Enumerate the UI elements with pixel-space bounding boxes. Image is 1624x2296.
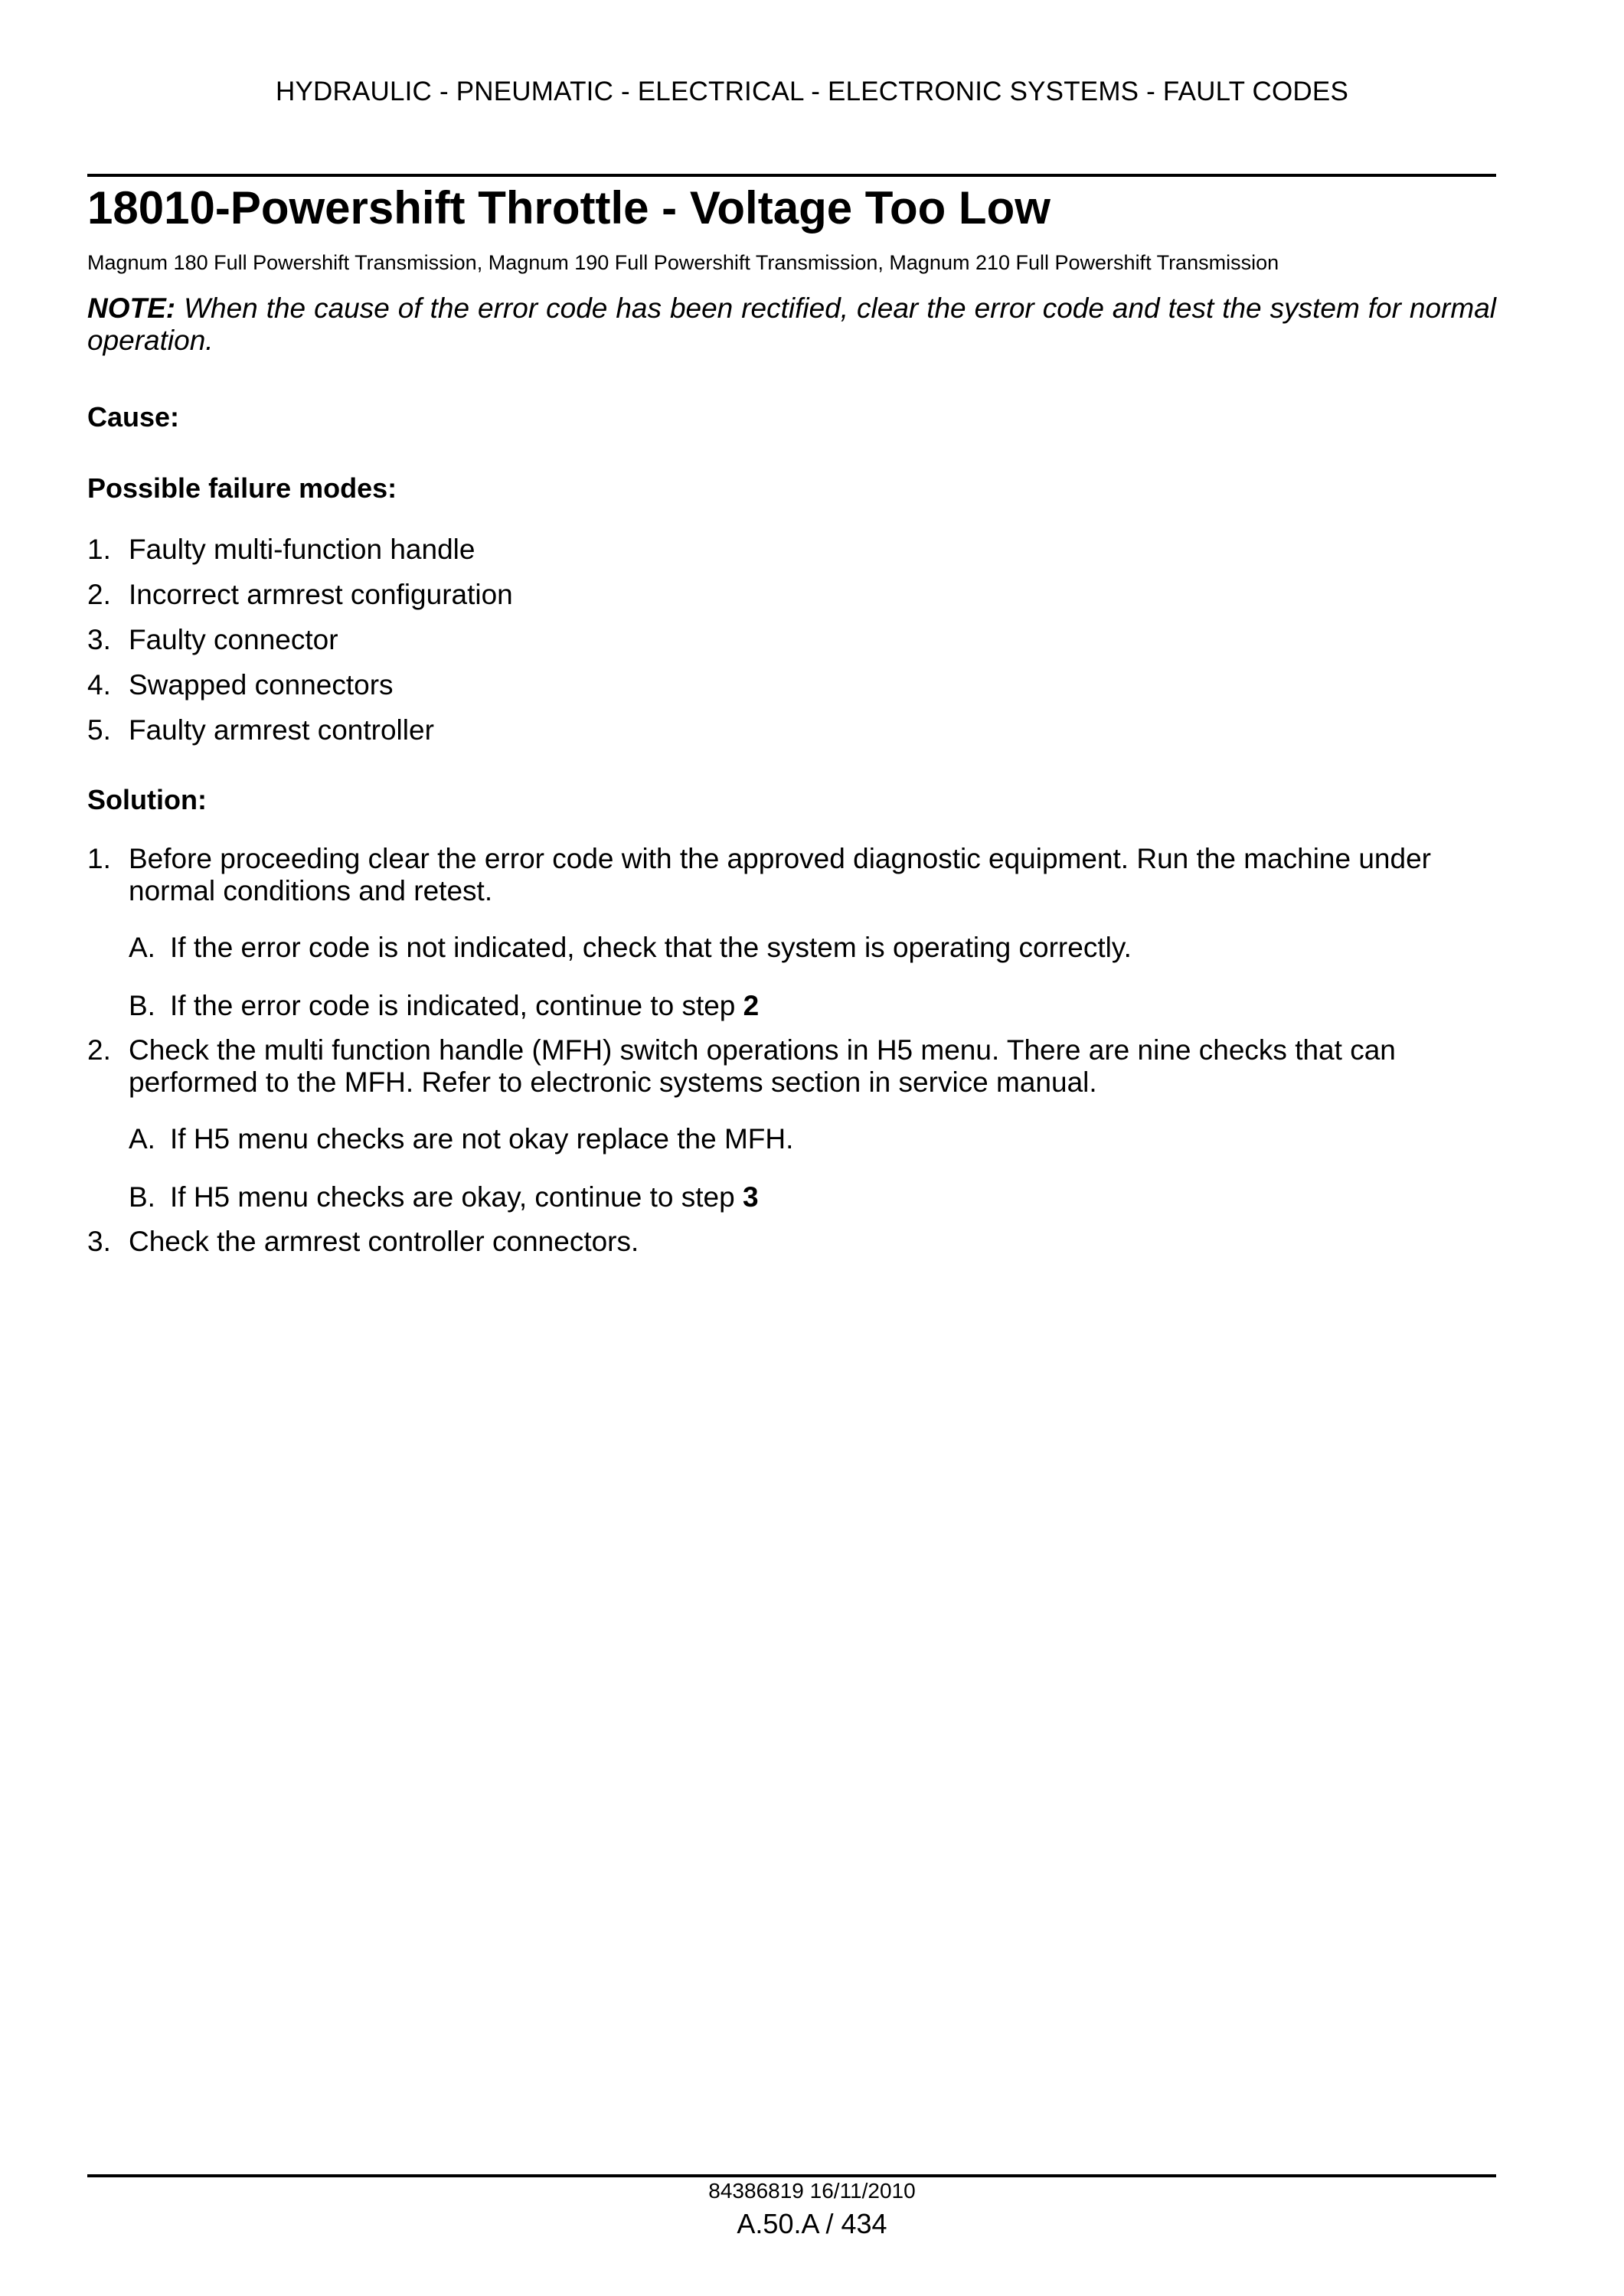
- step-number: 3.: [87, 1226, 111, 1257]
- list-item: [87, 579, 1496, 624]
- step-text: Check the armrest controller connectors.: [129, 1226, 639, 1257]
- step-reference: 2: [743, 990, 760, 1021]
- item-text: Incorrect armrest configuration: [129, 579, 513, 610]
- substep-text: If the error code is indicated, continue to step: [170, 990, 743, 1021]
- note-label: NOTE:: [87, 292, 176, 324]
- footer-doc-id: 84386819 16/11/2010: [708, 2179, 916, 2203]
- solution-steps-list: [87, 843, 1496, 1258]
- page-title: 18010-Powershift Throttle - Voltage Too Low: [87, 182, 1051, 234]
- step-number: 1.: [87, 843, 111, 874]
- footer-page-number: A.50.A / 434: [737, 2208, 887, 2239]
- substep-text: If H5 menu checks are not okay replace the MFH.: [170, 1123, 794, 1155]
- item-number: 4.: [87, 669, 111, 701]
- substep-letter: B.: [129, 990, 155, 1021]
- solution-step: [87, 843, 1496, 1034]
- failure-modes-list: [87, 534, 1496, 759]
- running-header: HYDRAULIC - PNEUMATIC - ELECTRICAL - ELECTRONIC SYSTEMS - FAULT CODES: [275, 77, 1349, 106]
- substep-list: [87, 932, 1496, 1034]
- list-item: [87, 669, 1496, 714]
- cause-heading: Cause:: [87, 401, 180, 433]
- item-number: 1.: [87, 534, 111, 565]
- list-item: [87, 624, 1496, 669]
- substep: [129, 1123, 1496, 1181]
- item-text: Faulty armrest controller: [129, 714, 434, 746]
- step-reference: 3: [742, 1181, 759, 1213]
- substep: [129, 1181, 1496, 1226]
- substep-letter: B.: [129, 1181, 155, 1213]
- footer-rule: [87, 2174, 1496, 2177]
- failure-modes-heading: Possible failure modes:: [87, 472, 397, 504]
- list-item: [87, 534, 1496, 579]
- solution-step: [87, 1034, 1496, 1226]
- applies-to-line: Magnum 180 Full Powershift Transmission, Magnum 190 Full Powershift Transmission, Magnum 210 Full Powershift Transmission: [87, 251, 1279, 274]
- substep-text: If H5 menu checks are okay, continue to step: [170, 1181, 743, 1213]
- item-text: Faulty multi-function handle: [129, 534, 475, 565]
- step-text: Before proceeding clear the error code with the approved diagnostic equipment. Run the machine under normal conditions and retest.: [129, 843, 1431, 906]
- note-paragraph: [87, 292, 1496, 357]
- substep-letter: A.: [129, 1123, 155, 1155]
- substep-letter: A.: [129, 932, 155, 963]
- step-text: Check the multi function handle (MFH) switch operations in H5 menu. There are nine checks that can performed to the MFH. Refer to electronic systems section in service manual.: [129, 1034, 1396, 1098]
- item-number: 2.: [87, 579, 111, 610]
- header-rule: [87, 174, 1496, 177]
- item-number: 5.: [87, 714, 111, 746]
- step-number: 2.: [87, 1034, 111, 1066]
- note-text: When the cause of the error code has been rectified, clear the error code and test the system for normal operation.: [87, 292, 1496, 356]
- list-item: [87, 714, 1496, 759]
- solution-heading: Solution:: [87, 784, 207, 815]
- solution-step: [87, 1226, 1496, 1258]
- item-text: Faulty connector: [129, 624, 338, 655]
- item-number: 3.: [87, 624, 111, 655]
- substep-list: [87, 1123, 1496, 1226]
- substep-text: If the error code is not indicated, check that the system is operating correctly.: [170, 932, 1132, 963]
- substep: [129, 990, 1496, 1034]
- item-text: Swapped connectors: [129, 669, 394, 701]
- substep: [129, 932, 1496, 990]
